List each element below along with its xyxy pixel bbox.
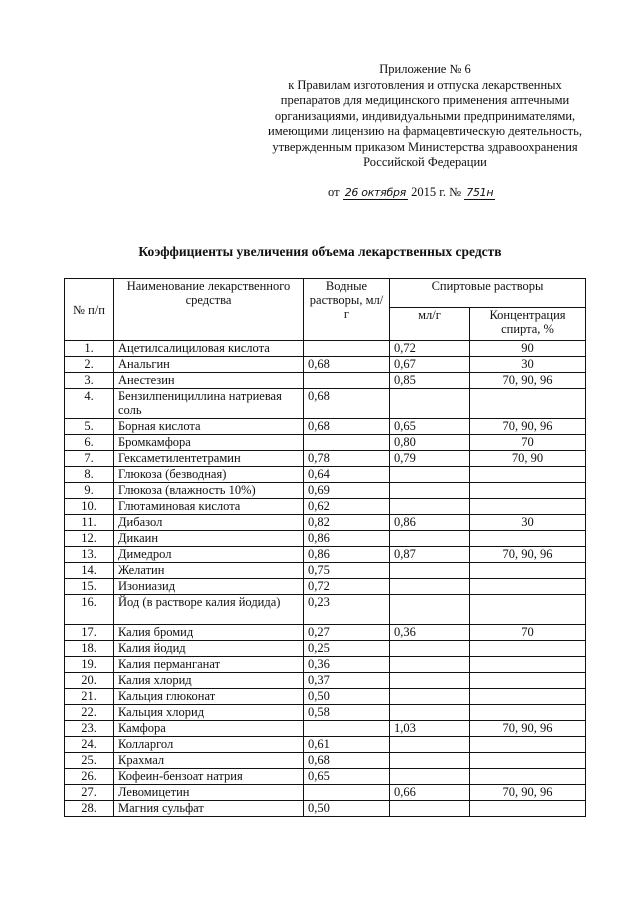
row-water: 0,68 — [304, 389, 390, 419]
document-title: Коэффициенты увеличения объема лекарственных средств — [138, 244, 502, 259]
row-water: 0,86 — [304, 547, 390, 563]
row-alcohol-ml — [390, 389, 470, 419]
table-row — [65, 483, 586, 499]
row-alcohol-conc: 70, 90, 96 — [470, 373, 586, 389]
table-row — [65, 389, 586, 419]
row-name: Анальгин — [114, 357, 304, 373]
row-water: 0,50 — [304, 689, 390, 705]
table-row — [65, 595, 586, 625]
row-water: 0,50 — [304, 801, 390, 817]
row-water: 0,37 — [304, 673, 390, 689]
row-alcohol-ml — [390, 673, 470, 689]
row-water: 0,68 — [304, 419, 390, 435]
table-row — [65, 451, 586, 467]
row-water: 0,86 — [304, 531, 390, 547]
row-alcohol-conc — [470, 641, 586, 657]
row-alcohol-conc: 30 — [470, 357, 586, 373]
table-row — [65, 515, 586, 531]
row-water: 0,61 — [304, 737, 390, 753]
table-row — [65, 531, 586, 547]
row-num: 28. — [65, 801, 114, 817]
row-num: 15. — [65, 579, 114, 595]
row-num: 8. — [65, 467, 114, 483]
row-alcohol-conc — [470, 595, 586, 625]
row-name: Левомицетин — [114, 785, 304, 801]
row-alcohol-ml — [390, 563, 470, 579]
header-num: № п/п — [65, 279, 114, 341]
table-row — [65, 341, 586, 357]
row-water: 0,69 — [304, 483, 390, 499]
row-alcohol-conc — [470, 579, 586, 595]
row-name: Кофеин-бензоат натрия — [114, 769, 304, 785]
table-row — [65, 689, 586, 705]
row-num: 25. — [65, 753, 114, 769]
row-num: 9. — [65, 483, 114, 499]
row-alcohol-ml — [390, 595, 470, 625]
row-alcohol-conc: 90 — [470, 341, 586, 357]
row-name: Кальция глюконат — [114, 689, 304, 705]
row-water: 0,27 — [304, 625, 390, 641]
table-row — [65, 705, 586, 721]
header-alcohol-ml: мл/г — [390, 308, 470, 341]
row-num: 5. — [65, 419, 114, 435]
row-name: Глюкоза (безводная) — [114, 467, 304, 483]
row-name: Калия перманганат — [114, 657, 304, 673]
table-row — [65, 579, 586, 595]
row-alcohol-conc — [470, 737, 586, 753]
row-alcohol-ml — [390, 657, 470, 673]
row-num: 12. — [65, 531, 114, 547]
row-alcohol-conc — [470, 689, 586, 705]
header-name: Наименование лекарственного средства — [114, 279, 304, 341]
row-alcohol-ml: 1,03 — [390, 721, 470, 737]
appendix-line: к Правилам изготовления и отпуска лекарственных — [288, 77, 562, 92]
row-alcohol-conc: 70 — [470, 625, 586, 641]
row-alcohol-ml — [390, 483, 470, 499]
row-alcohol-conc: 70, 90 — [470, 451, 586, 467]
row-num: 24. — [65, 737, 114, 753]
row-name: Глюкоза (влажность 10%) — [114, 483, 304, 499]
coefficients-table — [64, 278, 586, 817]
row-alcohol-conc — [470, 657, 586, 673]
table-row — [65, 563, 586, 579]
table-row — [65, 641, 586, 657]
row-alcohol-ml: 0,66 — [390, 785, 470, 801]
row-water: 0,62 — [304, 499, 390, 515]
table-row — [65, 625, 586, 641]
row-num: 4. — [65, 389, 114, 419]
row-alcohol-ml — [390, 531, 470, 547]
row-alcohol-conc: 70, 90, 96 — [470, 721, 586, 737]
row-water: 0,36 — [304, 657, 390, 673]
order-year: 2015 г. № — [411, 185, 462, 199]
row-name: Йод (в растворе калия йодида) — [114, 595, 304, 625]
row-alcohol-ml — [390, 467, 470, 483]
row-alcohol-ml — [390, 737, 470, 753]
row-water — [304, 785, 390, 801]
row-alcohol-conc — [470, 389, 586, 419]
row-water: 0,78 — [304, 451, 390, 467]
row-num: 27. — [65, 785, 114, 801]
row-name: Борная кислота — [114, 419, 304, 435]
row-name: Колларгол — [114, 737, 304, 753]
row-num: 22. — [65, 705, 114, 721]
order-prefix: от — [328, 185, 340, 199]
row-name: Анестезин — [114, 373, 304, 389]
row-alcohol-ml — [390, 499, 470, 515]
appendix-header — [240, 62, 610, 171]
row-name: Гексаметилентетрамин — [114, 451, 304, 467]
row-alcohol-ml: 0,67 — [390, 357, 470, 373]
row-water — [304, 435, 390, 451]
table-row — [65, 357, 586, 373]
table-row — [65, 737, 586, 753]
row-num: 1. — [65, 341, 114, 357]
row-alcohol-conc: 70, 90, 96 — [470, 419, 586, 435]
table-row — [65, 753, 586, 769]
appendix-line: утвержденным приказом Министерства здравоохранения — [272, 139, 578, 154]
row-water — [304, 721, 390, 737]
row-water — [304, 341, 390, 357]
row-name: Бромкамфора — [114, 435, 304, 451]
row-alcohol-ml — [390, 689, 470, 705]
row-name: Глютаминовая кислота — [114, 499, 304, 515]
row-alcohol-ml — [390, 753, 470, 769]
row-alcohol-conc — [470, 769, 586, 785]
appendix-line: имеющими лицензию на фармацевтическую деятельность, — [268, 124, 582, 138]
table-row — [65, 801, 586, 817]
appendix-line: организациями, индивидуальными предпринимателями, — [274, 108, 576, 123]
row-num: 18. — [65, 641, 114, 657]
row-name: Бензилпенициллина натриевая соль — [114, 389, 304, 419]
row-water: 0,58 — [304, 705, 390, 721]
row-alcohol-ml — [390, 705, 470, 721]
row-name: Калия бромид — [114, 625, 304, 641]
row-alcohol-conc — [470, 563, 586, 579]
row-water: 0,72 — [304, 579, 390, 595]
row-alcohol-conc: 30 — [470, 515, 586, 531]
row-num: 23. — [65, 721, 114, 737]
row-alcohol-ml — [390, 801, 470, 817]
row-num: 17. — [65, 625, 114, 641]
row-alcohol-ml — [390, 641, 470, 657]
order-date-line — [328, 185, 495, 200]
table-row — [65, 547, 586, 563]
row-alcohol-conc — [470, 753, 586, 769]
row-num: 21. — [65, 689, 114, 705]
row-alcohol-ml: 0,87 — [390, 547, 470, 563]
row-name: Дикаин — [114, 531, 304, 547]
table-row — [65, 435, 586, 451]
row-num: 13. — [65, 547, 114, 563]
row-alcohol-conc — [470, 467, 586, 483]
row-name: Изониазид — [114, 579, 304, 595]
order-date-handwritten: 26 октября — [344, 186, 406, 199]
row-alcohol-conc — [470, 483, 586, 499]
header-alcohol: Спиртовые растворы — [390, 279, 586, 308]
row-water: 0,64 — [304, 467, 390, 483]
header-alcohol-conc: Концентрация спирта, % — [470, 308, 586, 341]
row-water: 0,65 — [304, 769, 390, 785]
row-alcohol-ml — [390, 579, 470, 595]
row-num: 26. — [65, 769, 114, 785]
table-row — [65, 499, 586, 515]
row-name: Желатин — [114, 563, 304, 579]
row-alcohol-ml: 0,86 — [390, 515, 470, 531]
row-name: Кальция хлорид — [114, 705, 304, 721]
row-alcohol-ml — [390, 769, 470, 785]
row-num: 19. — [65, 657, 114, 673]
appendix-line: Российской Федерации — [363, 155, 487, 169]
table-row — [65, 721, 586, 737]
appendix-line: Приложение № 6 — [379, 62, 471, 76]
row-num: 6. — [65, 435, 114, 451]
row-alcohol-ml: 0,80 — [390, 435, 470, 451]
header-water: Водные растворы, мл/г — [304, 279, 390, 341]
table-row — [65, 769, 586, 785]
row-name: Магния сульфат — [114, 801, 304, 817]
table-row — [65, 373, 586, 389]
row-name: Дибазол — [114, 515, 304, 531]
row-water: 0,25 — [304, 641, 390, 657]
order-number-handwritten: 751н — [466, 186, 494, 199]
row-num: 20. — [65, 673, 114, 689]
row-alcohol-conc — [470, 531, 586, 547]
row-alcohol-conc: 70, 90, 96 — [470, 785, 586, 801]
row-alcohol-ml: 0,36 — [390, 625, 470, 641]
row-alcohol-conc — [470, 499, 586, 515]
row-alcohol-conc — [470, 705, 586, 721]
row-name: Ацетилсалициловая кислота — [114, 341, 304, 357]
row-alcohol-conc: 70 — [470, 435, 586, 451]
table-row — [65, 673, 586, 689]
row-alcohol-ml: 0,72 — [390, 341, 470, 357]
appendix-line: препаратов для медицинского применения аптечными — [280, 93, 570, 107]
row-num: 7. — [65, 451, 114, 467]
row-name: Димедрол — [114, 547, 304, 563]
row-num: 3. — [65, 373, 114, 389]
row-alcohol-ml: 0,85 — [390, 373, 470, 389]
row-name: Калия йодид — [114, 641, 304, 657]
table-row — [65, 467, 586, 483]
row-num: 10. — [65, 499, 114, 515]
row-num: 11. — [65, 515, 114, 531]
row-water — [304, 373, 390, 389]
table-header-row — [65, 279, 586, 308]
row-alcohol-conc: 70, 90, 96 — [470, 547, 586, 563]
row-name: Крахмал — [114, 753, 304, 769]
row-alcohol-conc — [470, 801, 586, 817]
row-name: Камфора — [114, 721, 304, 737]
row-water: 0,23 — [304, 595, 390, 625]
row-water: 0,75 — [304, 563, 390, 579]
table-row — [65, 657, 586, 673]
row-alcohol-conc — [470, 673, 586, 689]
row-water: 0,68 — [304, 357, 390, 373]
row-num: 16. — [65, 595, 114, 625]
row-alcohol-ml: 0,65 — [390, 419, 470, 435]
row-num: 2. — [65, 357, 114, 373]
row-name: Калия хлорид — [114, 673, 304, 689]
table-row — [65, 419, 586, 435]
row-num: 14. — [65, 563, 114, 579]
table-row — [65, 785, 586, 801]
row-water: 0,82 — [304, 515, 390, 531]
row-alcohol-ml: 0,79 — [390, 451, 470, 467]
row-water: 0,68 — [304, 753, 390, 769]
